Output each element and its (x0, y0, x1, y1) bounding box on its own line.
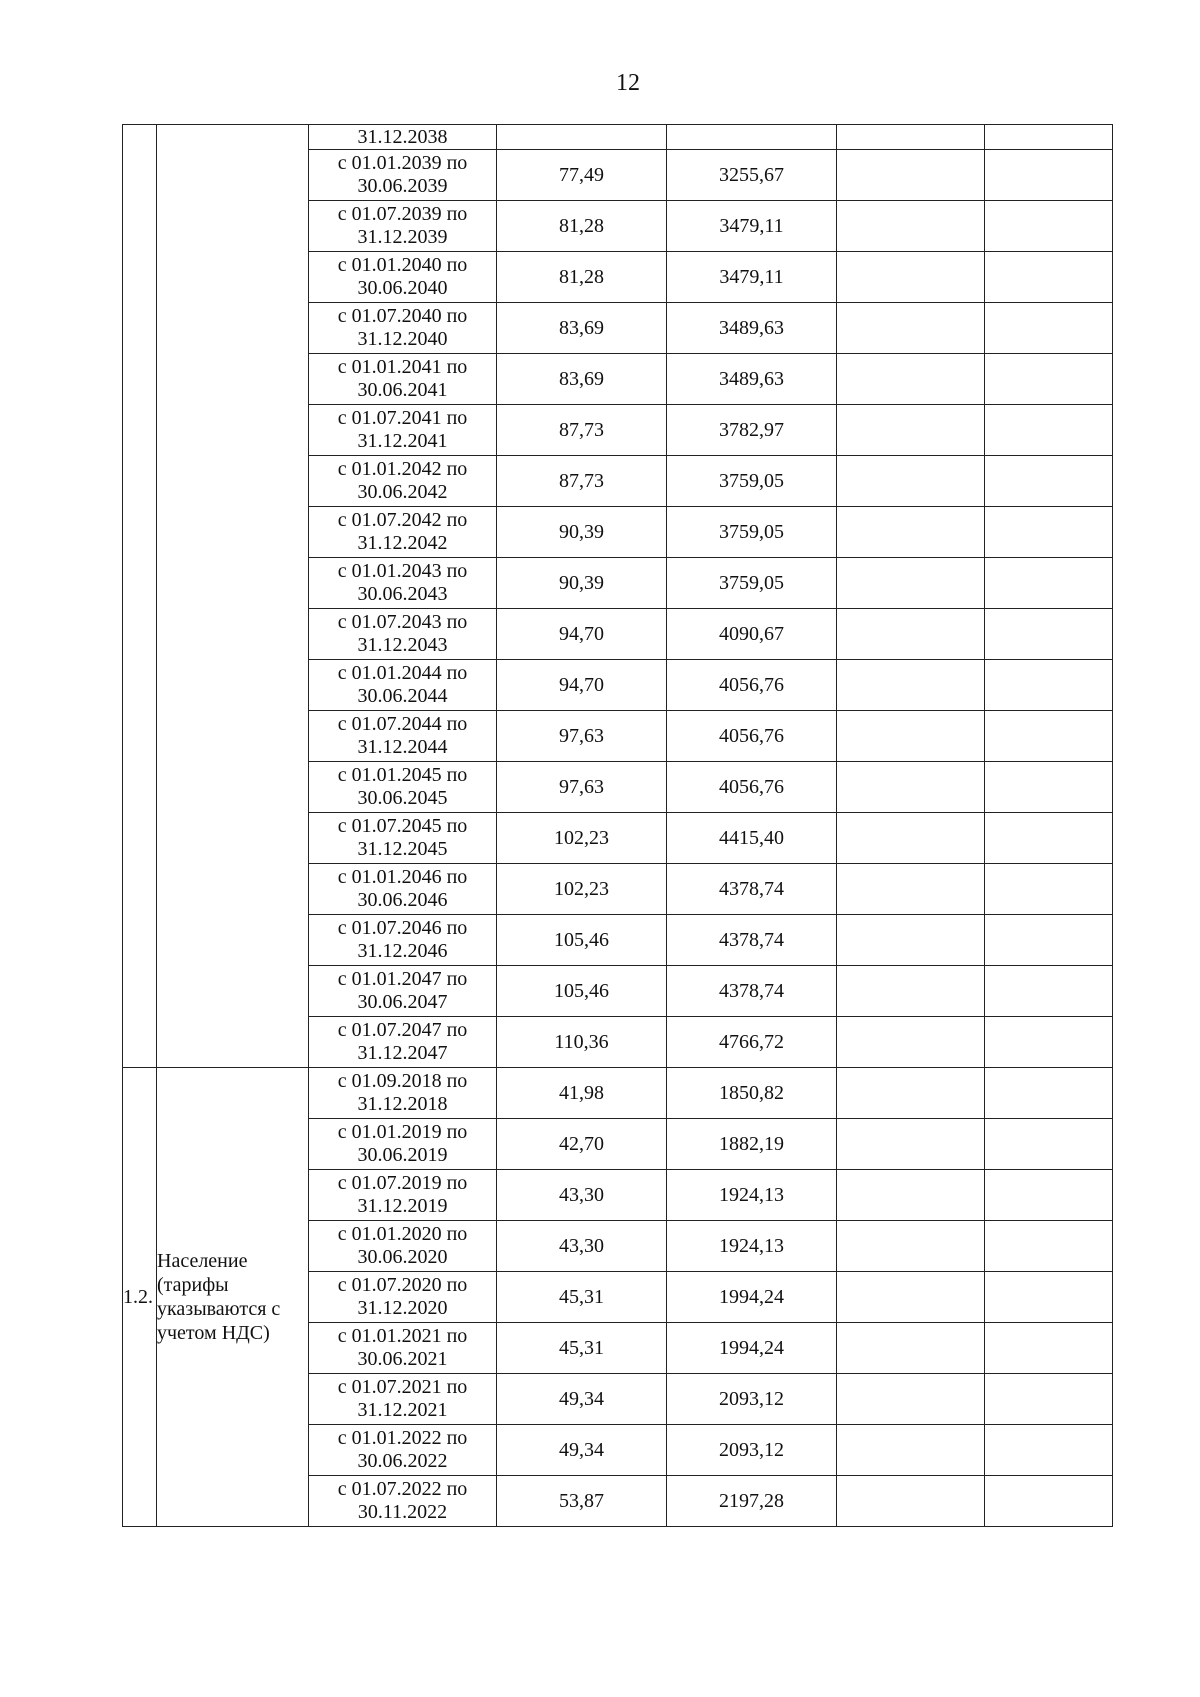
period-cell: с 01.01.2047 по 30.06.2047 (309, 966, 497, 1017)
table-row (123, 1068, 1113, 1119)
period-cell: с 01.01.2039 по 30.06.2039 (309, 150, 497, 201)
value2-cell: 1850,82 (667, 1068, 837, 1119)
value2-cell: 3759,05 (667, 456, 837, 507)
empty-cell (837, 915, 985, 966)
empty-cell (985, 507, 1113, 558)
empty-cell (837, 609, 985, 660)
value2-cell: 1994,24 (667, 1323, 837, 1374)
empty-cell (985, 1323, 1113, 1374)
empty-cell (837, 303, 985, 354)
empty-cell (985, 660, 1113, 711)
period-cell: с 01.09.2018 по 31.12.2018 (309, 1068, 497, 1119)
empty-cell (837, 1017, 985, 1068)
empty-cell (985, 609, 1113, 660)
empty-cell (985, 303, 1113, 354)
empty-cell (837, 405, 985, 456)
value2-cell: 4056,76 (667, 762, 837, 813)
value1-cell: 53,87 (497, 1476, 667, 1527)
value2-cell: 3489,63 (667, 303, 837, 354)
empty-cell (985, 813, 1113, 864)
empty-cell (837, 660, 985, 711)
value1-cell: 105,46 (497, 915, 667, 966)
empty-cell (837, 1476, 985, 1527)
empty-cell (837, 1068, 985, 1119)
empty-cell (837, 711, 985, 762)
empty-cell (985, 252, 1113, 303)
value1-cell: 87,73 (497, 456, 667, 507)
period-cell: с 01.07.2039 по 31.12.2039 (309, 201, 497, 252)
value1-cell: 77,49 (497, 150, 667, 201)
period-cell: с 01.07.2041 по 31.12.2041 (309, 405, 497, 456)
empty-cell (837, 150, 985, 201)
value2-cell: 4415,40 (667, 813, 837, 864)
value2-cell: 1882,19 (667, 1119, 837, 1170)
value1-cell: 45,31 (497, 1323, 667, 1374)
empty-cell (837, 1221, 985, 1272)
empty-cell (985, 456, 1113, 507)
empty-cell (985, 354, 1113, 405)
value2-cell: 4378,74 (667, 864, 837, 915)
value1-cell: 81,28 (497, 201, 667, 252)
empty-cell (985, 915, 1113, 966)
period-cell: с 01.07.2020 по 31.12.2020 (309, 1272, 497, 1323)
empty-cell (985, 125, 1113, 150)
value1-cell: 97,63 (497, 711, 667, 762)
value2-cell: 4378,74 (667, 915, 837, 966)
empty-cell (837, 864, 985, 915)
empty-cell (837, 1374, 985, 1425)
period-cell: с 01.01.2043 по 30.06.2043 (309, 558, 497, 609)
value1-cell: 43,30 (497, 1170, 667, 1221)
value2-cell: 2093,12 (667, 1425, 837, 1476)
period-cell: с 01.01.2041 по 30.06.2041 (309, 354, 497, 405)
value1-cell: 102,23 (497, 864, 667, 915)
value2-cell: 3759,05 (667, 558, 837, 609)
empty-cell (985, 864, 1113, 915)
value2-cell: 1924,13 (667, 1221, 837, 1272)
period-cell: с 01.01.2042 по 30.06.2042 (309, 456, 497, 507)
period-cell: с 01.01.2021 по 30.06.2021 (309, 1323, 497, 1374)
value2-cell: 2093,12 (667, 1374, 837, 1425)
empty-cell (837, 813, 985, 864)
value1-cell: 43,30 (497, 1221, 667, 1272)
value1-cell: 94,70 (497, 609, 667, 660)
group-name-cell (157, 125, 309, 1068)
group-name-cell: Население (тарифы указываются с учетом НДС) (157, 1068, 309, 1527)
empty-cell (837, 507, 985, 558)
value1-cell: 94,70 (497, 660, 667, 711)
value2-cell: 4090,67 (667, 609, 837, 660)
period-cell: с 01.01.2020 по 30.06.2020 (309, 1221, 497, 1272)
group-number-cell (123, 125, 157, 1068)
value2-cell: 3479,11 (667, 252, 837, 303)
period-cell: с 01.01.2019 по 30.06.2019 (309, 1119, 497, 1170)
period-cell: с 01.07.2022 по 30.11.2022 (309, 1476, 497, 1527)
tariff-table-body (123, 125, 1113, 1527)
empty-cell (985, 1425, 1113, 1476)
value1-cell: 42,70 (497, 1119, 667, 1170)
period-cell: с 01.01.2046 по 30.06.2046 (309, 864, 497, 915)
period-cell: с 01.07.2040 по 31.12.2040 (309, 303, 497, 354)
value1-cell: 83,69 (497, 354, 667, 405)
empty-cell (985, 405, 1113, 456)
empty-cell (985, 1374, 1113, 1425)
empty-cell (985, 966, 1113, 1017)
period-cell: с 01.01.2045 по 30.06.2045 (309, 762, 497, 813)
value2-cell: 3759,05 (667, 507, 837, 558)
empty-cell (837, 354, 985, 405)
value1-cell: 81,28 (497, 252, 667, 303)
empty-cell (985, 1476, 1113, 1527)
empty-cell (985, 762, 1113, 813)
empty-cell (837, 762, 985, 813)
page-number: 12 (616, 70, 640, 96)
period-cell: с 01.07.2042 по 31.12.2042 (309, 507, 497, 558)
value2-cell: 4056,76 (667, 660, 837, 711)
empty-cell (837, 1119, 985, 1170)
value2-cell: 4378,74 (667, 966, 837, 1017)
empty-cell (837, 125, 985, 150)
empty-cell (837, 1272, 985, 1323)
value1-cell: 83,69 (497, 303, 667, 354)
empty-cell (837, 456, 985, 507)
empty-cell (837, 201, 985, 252)
value2-cell: 1994,24 (667, 1272, 837, 1323)
empty-cell (837, 1425, 985, 1476)
empty-cell (837, 558, 985, 609)
period-cell: с 01.07.2047 по 31.12.2047 (309, 1017, 497, 1068)
period-cell: с 01.07.2021 по 31.12.2021 (309, 1374, 497, 1425)
empty-cell (837, 966, 985, 1017)
table-row (123, 125, 1113, 150)
empty-cell (985, 1170, 1113, 1221)
period-cell: с 01.07.2043 по 31.12.2043 (309, 609, 497, 660)
period-cell: с 01.07.2046 по 31.12.2046 (309, 915, 497, 966)
empty-cell (985, 201, 1113, 252)
value1-cell (497, 125, 667, 150)
value1-cell: 87,73 (497, 405, 667, 456)
empty-cell (985, 150, 1113, 201)
value1-cell: 45,31 (497, 1272, 667, 1323)
value1-cell: 97,63 (497, 762, 667, 813)
value2-cell: 3479,11 (667, 201, 837, 252)
period-cell: с 01.07.2044 по 31.12.2044 (309, 711, 497, 762)
value1-cell: 90,39 (497, 507, 667, 558)
empty-cell (985, 1221, 1113, 1272)
empty-cell (985, 1017, 1113, 1068)
value2-cell: 3782,97 (667, 405, 837, 456)
value1-cell: 102,23 (497, 813, 667, 864)
group-number-cell: 1.2. (123, 1068, 157, 1527)
value2-cell: 2197,28 (667, 1476, 837, 1527)
value2-cell: 1924,13 (667, 1170, 837, 1221)
value1-cell: 105,46 (497, 966, 667, 1017)
value2-cell: 3255,67 (667, 150, 837, 201)
empty-cell (985, 1119, 1113, 1170)
period-cell: с 01.07.2019 по 31.12.2019 (309, 1170, 497, 1221)
value2-cell (667, 125, 837, 150)
empty-cell (837, 252, 985, 303)
value2-cell: 4766,72 (667, 1017, 837, 1068)
empty-cell (985, 558, 1113, 609)
empty-cell (985, 1068, 1113, 1119)
period-cell: с 01.01.2040 по 30.06.2040 (309, 252, 497, 303)
value2-cell: 4056,76 (667, 711, 837, 762)
empty-cell (837, 1170, 985, 1221)
period-cell: 31.12.2038 (309, 125, 497, 150)
value1-cell: 49,34 (497, 1374, 667, 1425)
empty-cell (837, 1323, 985, 1374)
period-cell: с 01.01.2022 по 30.06.2022 (309, 1425, 497, 1476)
period-cell: с 01.07.2045 по 31.12.2045 (309, 813, 497, 864)
value1-cell: 110,36 (497, 1017, 667, 1068)
value1-cell: 49,34 (497, 1425, 667, 1476)
empty-cell (985, 711, 1113, 762)
value1-cell: 90,39 (497, 558, 667, 609)
empty-cell (985, 1272, 1113, 1323)
tariff-table (122, 124, 1113, 1527)
value1-cell: 41,98 (497, 1068, 667, 1119)
value2-cell: 3489,63 (667, 354, 837, 405)
period-cell: с 01.01.2044 по 30.06.2044 (309, 660, 497, 711)
